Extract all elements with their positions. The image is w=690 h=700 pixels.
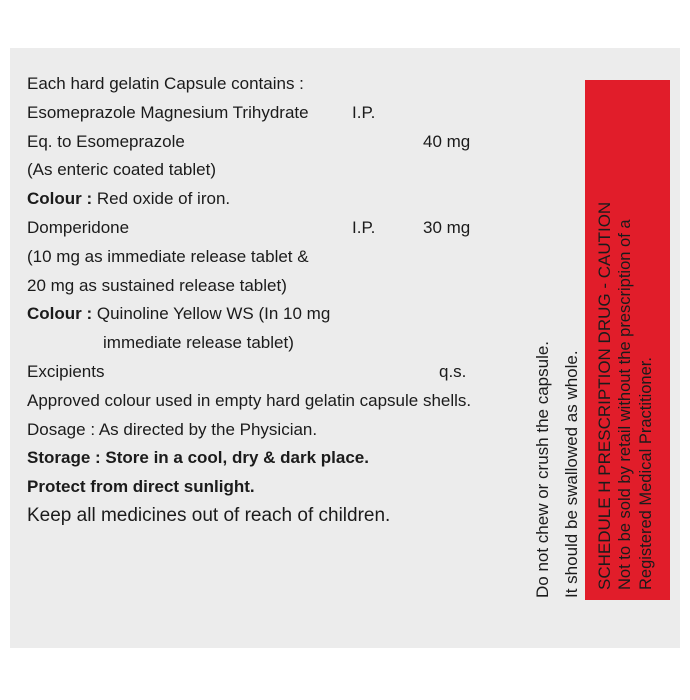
approved-colour-line: Approved colour used in empty hard gelatin capsule shells.: [27, 390, 472, 410]
children-warning: Keep all medicines out of reach of children.: [27, 504, 391, 526]
instruction-line-2: It should be swallowed as whole.: [562, 350, 581, 598]
excipients-line: Excipients q.s.: [27, 358, 517, 387]
colour-line-2-cont: immediate release tablet): [103, 333, 294, 353]
pharmacopoeia-label: I.P.: [352, 217, 376, 237]
esomeprazole-form: (As enteric coated tablet): [27, 160, 216, 180]
instruction-line-1: Do not chew or crush the capsule.: [533, 340, 552, 598]
caution-line-2: Not to be sold by retail without the prescription of a: [616, 219, 634, 590]
domperidone-note-2: 20 mg as sustained release tablet): [27, 275, 287, 295]
caution-text: [594, 90, 657, 590]
caution-line-3: Registered Medical Practitioner.: [637, 357, 655, 590]
domperidone-dose: 30 mg: [423, 217, 471, 237]
domperidone-note-1: (10 mg as immediate release tablet &: [27, 246, 309, 266]
composition-header: Each hard gelatin Capsule contains :: [27, 74, 304, 93]
sunlight-line: Protect from direct sunlight.: [27, 477, 255, 497]
composition-block: [27, 70, 517, 531]
capsule-instruction: [528, 268, 586, 598]
colour-line-2: Colour : Quinoline Yellow WS (In 10 mg: [27, 304, 331, 324]
caution-heading: SCHEDULE H PRESCRIPTION DRUG - CAUTION: [595, 201, 614, 590]
dosage-line: Dosage : As directed by the Physician.: [27, 419, 318, 439]
ingredient-domperidone: Domperidone I.P. 30 mg: [27, 214, 517, 243]
excipients-qty: q.s.: [439, 361, 467, 381]
pharmacopoeia-label: I.P.: [352, 102, 376, 122]
ingredient-esomeprazole: Esomeprazole Magnesium Trihydrate I.P.: [27, 99, 517, 128]
colour-line-1: Colour : Red oxide of iron.: [27, 189, 231, 209]
esomeprazole-dose: 40 mg: [423, 131, 471, 151]
esomeprazole-equivalent: Eq. to Esomeprazole 40 mg: [27, 128, 517, 157]
storage-line: Storage : Store in a cool, dry & dark place.: [27, 448, 369, 468]
